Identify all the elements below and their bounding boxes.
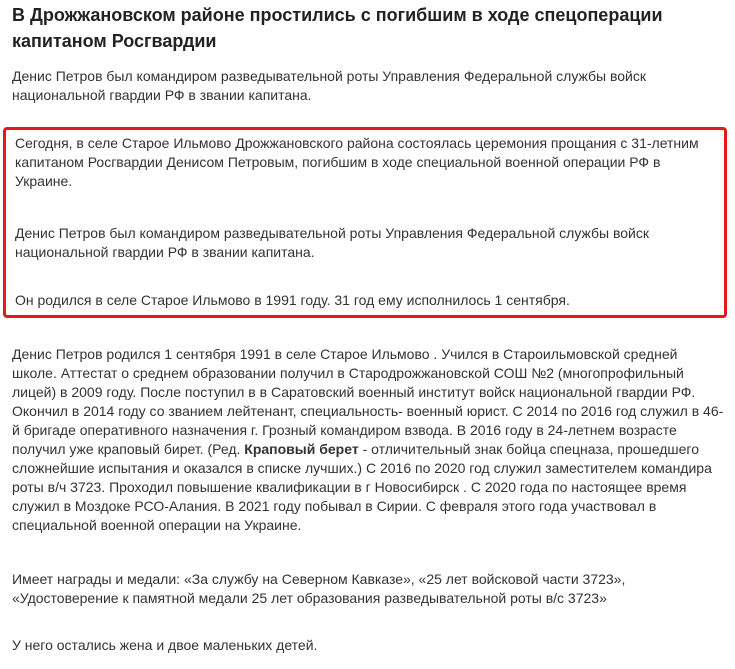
article-title: В Дрожжановском районе простились с погибшим в ходе спецоперации капитаном Росгвардии (12, 5, 663, 51)
biography-bold-term: Краповый берет (244, 441, 359, 457)
article-lead: Денис Петров был командиром разведывательной роты Управления Федеральной службы войск национальной гвардии РФ в звании капитана. (12, 68, 646, 103)
highlight-paragraph-rank: Денис Петров был командиром разведывательной роты Управления Федеральной службы войск национальной гвардии РФ в звании капитана. (15, 225, 649, 260)
biography-paragraph (12, 345, 724, 535)
awards-paragraph: Имеет награды и медали: «За службу на Северном Кавказе», «25 лет войсковой части 3723», «Удостоверение к памятной медали 25 лет образования разведывательной роты в/с 3723» (12, 571, 626, 606)
highlight-paragraph-birth: Он родился в селе Старое Ильмово в 1991 году. 31 год ему исполнилось 1 сентября. (15, 292, 570, 308)
biography-text-start: Денис Петров родился 1 сентября 1991 в селе Старое Ильмово . Учился в Староильмовской средней школе. Аттестат о среднем образовании получил в Стародрожжановской СОШ №2 (многопрофильный лицей) в 2009 году. После поступил в в Саратовский военный институт войск национальной гвардии РФ. Окончил в 2014 году со званием лейтенант, специальность- военный юрист. С 2014 по 2016 год служил в 46-й бригаде оперативного назначения г. Грозный командиром взвода. В 2016 году в 24-летнем возрасте получил уже краповый бирет. (Ред. (12, 346, 724, 457)
highlight-box (3, 127, 727, 318)
biography-text-end: - отличительный знак бойца спецназа, прошедшего сложнейшие испытания и оказался в списке лучших.) С 2016 по 2020 год служил заместителем командира роты в/ч 3723. Проходил повышение квалификации в г Новосибирск . С 2020 года по настоящее время служил в Моздоке РСО-Алания. В 2021 году побывал в Сирии. С февраля этого года участвовал в специальной военной операции на Украине. (12, 441, 712, 533)
family-paragraph: У него остались жена и двое маленьких детей. (12, 637, 318, 653)
highlight-paragraph-farewell: Сегодня, в селе Старое Ильмово Дрожжановского района состоялась церемония прощания с 31-летним капитаном Росгвардии Денисом Петровым, погибшим в ходе специальной военной операции РФ в Украине. (15, 135, 699, 189)
